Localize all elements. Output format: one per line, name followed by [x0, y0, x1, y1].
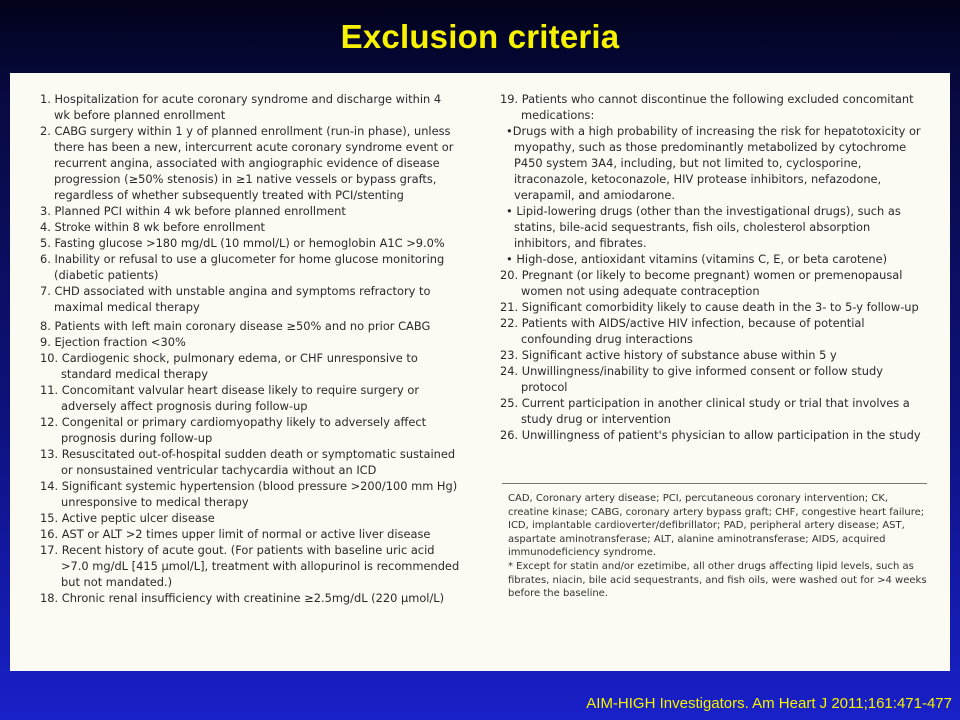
criterion-11: 11. Concomitant valvular heart disease likely to require surgery or adversely affect prognosis during follow-up — [40, 383, 420, 413]
criterion-3: 3. Planned PCI within 4 wk before planned enrollment — [40, 204, 346, 218]
criterion-22: 22. Patients with AIDS/active HIV infection, because of potential confounding drug interactions — [500, 316, 865, 346]
abbreviations-note: CAD, Coronary artery disease; PCI, percutaneous coronary intervention; CK, creatine kinase; CABG, coronary artery bypass graft; CHF, congestive heart failure; ICD, implantable cardioverter/defibrillator; PAD, peripheral artery disease; AST, aspartate aminotransferase; ALT, alanine aminotransferase; AIDS, acquired immunodeficiency syndrome. — [508, 493, 925, 559]
criterion-5: 5. Fasting glucose >180 mg/dL (10 mmol/L) or hemoglobin A1C >9.0% — [40, 236, 445, 250]
criterion-18: 18. Chronic renal insufficiency with creatinine ≥2.5mg/dL (220 μmol/L) — [40, 591, 445, 605]
criterion-1: 1. Hospitalization for acute coronary syndrome and discharge within 4 wk before planned enrollment — [40, 92, 442, 122]
excluded-drug-bullet: • Lipid-lowering drugs (other than the investigational drugs), such as statins, bile-acid sequestrants, fish oils, cholesterol absorption inhibitors, and fibrates. — [506, 204, 901, 250]
excluded-drug-bullet: •Drugs with a high probability of increasing the risk for hepatotoxicity or myopathy, such as those predominantly metabolized by cytochrome P450 system 3A4, including, but not limited to, cyclosporine, itraconazole, ketoconazole, HIV protease inhibitors, nefazodone, verapamil, and amiodarone. — [506, 124, 921, 202]
excluded-drug-bullet: • High-dose, antioxidant vitamins (vitamins C, E, or beta carotene) — [506, 252, 888, 266]
criterion-26: 26. Unwillingness of patient's physician to allow participation in the study — [500, 428, 921, 442]
left-column — [40, 91, 460, 606]
criterion-2: 2. CABG surgery within 1 y of planned enrollment (run-in phase), unless there has been a new, intercurrent acute coronary syndrome event or recurrent angina, associated with angiographic evidence of disease progression (≥50% stenosis) in ≥1 native vessels or bypass grafts, regardless of whether subsequently treated with PCI/stenting — [40, 124, 454, 202]
footnote-divider — [502, 483, 927, 484]
criterion-17: 17. Recent history of acute gout. (For patients with baseline uric acid >7.0 mg/dL [415 μmol/L], treatment with allopurinol is recommended but not mandated.) — [40, 543, 460, 589]
criterion-14: 14. Significant systemic hypertension (blood pressure >200/100 mm Hg) unresponsive to medical therapy — [40, 479, 458, 509]
criterion-12: 12. Congenital or primary cardiomyopathy likely to adversely affect prognosis during follow-up — [40, 415, 427, 445]
criterion-23: 23. Significant active history of substance abuse within 5 y — [500, 348, 837, 362]
criterion-15: 15. Active peptic ulcer disease — [40, 511, 215, 525]
right-column — [500, 91, 930, 443]
criterion-24: 24. Unwillingness/inability to give informed consent or follow study protocol — [500, 364, 883, 394]
criterion-21: 21. Significant comorbidity likely to cause death in the 3- to 5-y follow-up — [500, 300, 919, 314]
asterisk-note: * Except for statin and/or ezetimibe, all other drugs affecting lipid levels, such as fibrates, niacin, bile acid sequestrants, and fish oils, were washed out for >4 weeks before the baseline. — [508, 560, 927, 600]
criterion-16: 16. AST or ALT >2 times upper limit of normal or active liver disease — [40, 527, 431, 541]
criterion-4: 4. Stroke within 8 wk before enrollment — [40, 220, 266, 234]
table-footnote — [508, 492, 928, 601]
slide-title: Exclusion criteria — [340, 18, 620, 55]
criterion-19: 19. Patients who cannot discontinue the following excluded concomitant medications: — [500, 92, 914, 122]
criterion-6: 6. Inability or refusal to use a glucometer for home glucose monitoring (diabetic patients) — [40, 252, 445, 282]
criterion-13: 13. Resuscitated out-of-hospital sudden death or symptomatic sustained or nonsustained ventricular tachycardia without an ICD — [40, 447, 456, 477]
criteria-panel — [10, 73, 950, 671]
criterion-20: 20. Pregnant (or likely to become pregnant) women or premenopausal women not using adequate contraception — [500, 268, 903, 298]
criterion-7: 7. CHD associated with unstable angina and symptoms refractory to maximal medical therapy — [40, 284, 431, 314]
criterion-10: 10. Cardiogenic shock, pulmonary edema, or CHF unresponsive to standard medical therapy — [40, 351, 418, 381]
criterion-8: 8. Patients with left main coronary disease ≥50% and no prior CABG — [40, 319, 431, 333]
citation: AIM-HIGH Investigators. Am Heart J 2011;161:471-477 — [586, 695, 952, 712]
criterion-9: 9. Ejection fraction <30% — [40, 335, 186, 349]
criterion-25: 25. Current participation in another clinical study or trial that involves a study drug or intervention — [500, 396, 910, 426]
